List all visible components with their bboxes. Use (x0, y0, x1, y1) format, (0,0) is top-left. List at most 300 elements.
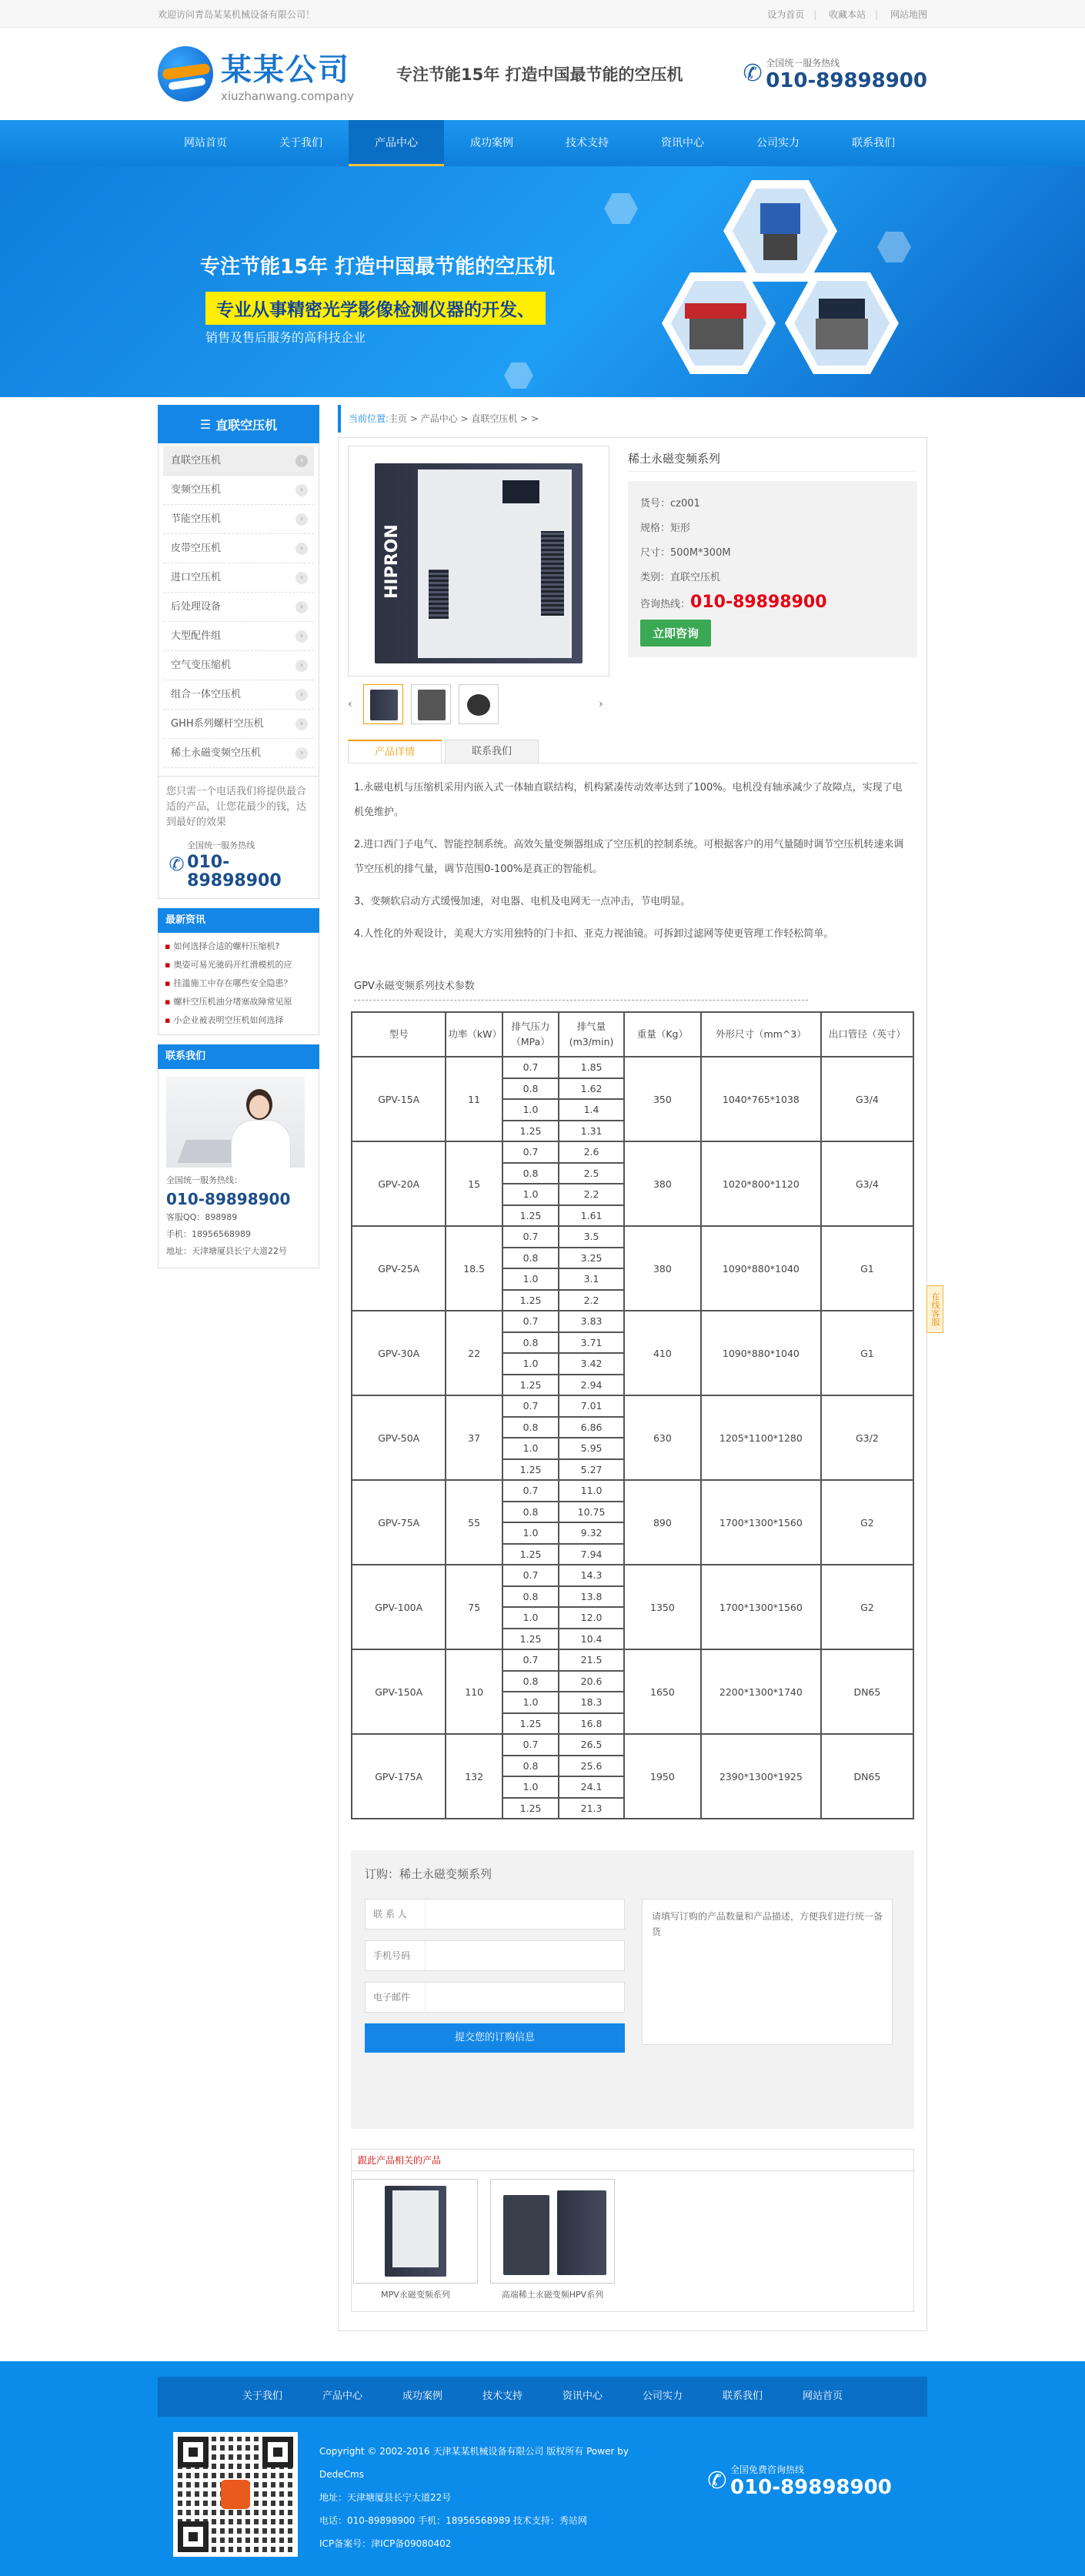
news-item[interactable]: ▪ 挂滥施工中存在哪些安全隐患？ (165, 974, 312, 993)
instrument-shape (760, 203, 800, 234)
product-gallery (348, 446, 617, 724)
table-cell: GPV-100A (352, 1565, 446, 1649)
sidebar-item-label: 后处理设备 (171, 601, 222, 613)
table-cell: GPV-50A (352, 1395, 446, 1480)
chevron-right-icon: › (295, 718, 308, 730)
table-cell: 0.8 (502, 1163, 559, 1184)
copyright: Copyright © 2002-2016 天津某某机械设备有限公司 版权所有 Power by DedeCms (319, 2446, 629, 2480)
contact-name-label: 联 系 人 (366, 1899, 426, 1929)
customer-service-photo (166, 1077, 305, 1168)
table-cell: 1.25 (502, 1459, 559, 1481)
chevron-right-icon: › (295, 543, 308, 555)
table-cell: 1.0 (502, 1099, 559, 1121)
instrument-image (662, 272, 776, 374)
chevron-right-icon: › (295, 660, 308, 672)
sidebar-item[interactable] (163, 622, 314, 651)
nav-item[interactable]: 成功案例 (470, 137, 513, 149)
sidebar-item[interactable] (163, 505, 314, 534)
table-cell: 2200*1300*1740 (701, 1649, 821, 1734)
table-row (352, 1565, 913, 1586)
phone-icon: ✆ (169, 854, 185, 875)
header-hotline (739, 56, 927, 92)
table-cell: 22 (446, 1311, 502, 1395)
nav-item[interactable]: 网站首页 (184, 137, 227, 149)
order-title: 订购：稀土永磁变频系列 (365, 1867, 492, 1881)
sidebar-title (158, 405, 319, 443)
footer-contact: 电话：010-89898900 手机：18956568989 技术支持：秀站网 (319, 2515, 587, 2526)
table-cell: 0.8 (502, 1671, 559, 1692)
sidebar-item[interactable] (163, 534, 314, 563)
related-item-image (490, 2179, 615, 2284)
hotline-label: 全国统一服务热线 (766, 57, 840, 68)
table-cell: 0.7 (502, 1226, 559, 1248)
table-cell: 1.0 (502, 1692, 559, 1713)
table-cell: 1.25 (502, 1798, 559, 1819)
table-cell: 12.0 (559, 1607, 624, 1629)
sidebar-hot-number: 010-89898900 (187, 853, 282, 890)
product-spec: 规格：矩形 (640, 523, 691, 534)
table-cell: 0.8 (502, 1417, 559, 1438)
table-cell: 18.5 (446, 1226, 502, 1311)
sidebar-item[interactable] (163, 680, 314, 710)
sidebar-item-label: 皮带空压机 (171, 543, 222, 554)
instrument-image (723, 180, 837, 282)
table-cell: 10.4 (559, 1629, 624, 1650)
category-list (158, 443, 319, 777)
tel-label: 咨询热线： (640, 599, 691, 610)
table-header: 排气量(m3/min) (559, 1012, 624, 1057)
footer-info (319, 2432, 673, 2555)
table-cell: 0.8 (502, 1756, 559, 1777)
product-info (617, 446, 917, 724)
table-cell: 26.5 (559, 1734, 624, 1756)
logo-domain: xiuzhanwang.company (221, 89, 355, 103)
top-links: 设为首页 | 收藏本站 | 网站地图 (767, 8, 927, 20)
product-main-image[interactable] (348, 446, 609, 677)
footer-nav (158, 2377, 927, 2417)
online-service-button[interactable]: 在线客服 (926, 1285, 943, 1333)
footer-nav-item[interactable]: 产品中心 (322, 2391, 362, 2402)
table-cell: 25.6 (559, 1756, 624, 1777)
table-cell: 15 (446, 1141, 502, 1226)
table-cell: 380 (624, 1141, 701, 1226)
chevron-right-icon: › (295, 572, 308, 584)
related-title: 跟此产品相关的产品 (352, 2150, 913, 2171)
table-cell: 5.95 (559, 1438, 624, 1459)
chevron-left-icon[interactable]: ‹ (348, 698, 352, 710)
logo-mark-icon (158, 46, 213, 102)
top-bar (0, 0, 1085, 28)
detail-tabs (348, 740, 917, 763)
table-cell: 14.3 (559, 1565, 624, 1586)
main-area (0, 397, 1085, 2331)
table-cell: G2 (821, 1480, 913, 1565)
table-cell: 13.8 (559, 1586, 624, 1608)
table-cell: 0.7 (502, 1734, 559, 1756)
table-cell: 0.8 (502, 1332, 559, 1354)
compressor-grill (429, 570, 449, 619)
table-header: 功率（kW） (446, 1012, 502, 1057)
brand-label: HIPRON (382, 524, 402, 600)
related-item[interactable] (490, 2179, 615, 2300)
hexagon-decoration (877, 232, 911, 262)
table-row (352, 1141, 913, 1163)
nav-item[interactable]: 技术支持 (566, 137, 609, 149)
table-row (352, 1395, 913, 1417)
spec-title: GPV永磁变频系列技术参数 (354, 981, 475, 992)
sidebar-item-label: GHH系列螺杆空压机 (171, 718, 264, 730)
table-cell: 1020*800*1120 (701, 1141, 821, 1226)
description-paragraph: 2.进口西门子电气、智能控制系统。高效矢量变频器组成了空压机的控制系统。可根据客户的用气量随时调节空压机转速来调节空压机的排气量，调节范围0-100%是真正的智能机。 (354, 839, 904, 875)
chevron-right-icon: › (295, 601, 308, 613)
table-cell: G1 (821, 1226, 913, 1311)
footer-nav-item[interactable]: 资讯中心 (562, 2391, 603, 2402)
table-cell: 16.8 (559, 1713, 624, 1735)
hexagon-decoration (504, 363, 533, 389)
table-cell: 1.25 (502, 1629, 559, 1650)
sidebar-title-text: 直联空压机 (215, 417, 278, 433)
related-products (351, 2149, 914, 2312)
header-slogan: 专注节能15年 打造中国最节能的空压机 (396, 65, 683, 84)
table-cell: GPV-15A (352, 1057, 446, 1141)
related-item-image (353, 2179, 478, 2284)
product-description (348, 763, 917, 947)
table-cell: 1.0 (502, 1438, 559, 1459)
table-cell: 3.42 (559, 1353, 624, 1375)
footer-nav-item[interactable]: 关于我们 (242, 2391, 282, 2402)
thumbnail[interactable] (459, 684, 499, 724)
related-item-label: 高端稀土永磁变频HPV系列 (501, 2290, 604, 2300)
control-screen (502, 480, 539, 503)
table-cell: 1.25 (502, 1544, 559, 1565)
chevron-right-icon: › (295, 747, 308, 760)
banner-title: 专注节能15年 打造中国最节能的空压机 (200, 256, 556, 279)
table-cell: 37 (446, 1395, 502, 1480)
order-description-textarea[interactable]: 请填写订购的产品数量和产品描述，方便我们进行统一备货 (642, 1899, 893, 2045)
table-cell: GPV-20A (352, 1141, 446, 1226)
instrument-image (785, 272, 899, 374)
table-cell: 0.7 (502, 1057, 559, 1078)
table-cell: 3.25 (559, 1248, 624, 1269)
table-cell: 1.62 (559, 1078, 624, 1100)
table-cell: 1650 (624, 1649, 701, 1734)
table-cell: 3.1 (559, 1268, 624, 1290)
footer-nav-item[interactable]: 网站首页 (802, 2391, 843, 2402)
table-cell: 18.3 (559, 1692, 624, 1713)
table-row (352, 1057, 913, 1078)
table-cell: G3/2 (821, 1395, 913, 1480)
news-title: 最新资讯 (158, 908, 319, 933)
table-cell: 1.0 (502, 1184, 559, 1205)
product-attributes (628, 481, 917, 657)
chevron-right-icon[interactable]: › (599, 698, 603, 710)
nav-item[interactable]: 公司实力 (756, 137, 800, 149)
table-cell: 132 (446, 1734, 502, 1819)
product-box (338, 437, 927, 2331)
consult-button[interactable]: 立即咨询 (640, 620, 711, 647)
table-row (352, 1226, 913, 1248)
sidebar-item[interactable] (163, 710, 314, 739)
thumbnail[interactable] (411, 684, 451, 724)
phone-label: 手机号码 (366, 1941, 426, 1970)
table-row (352, 1649, 913, 1671)
contact-qq: 客服QQ：898989 (166, 1212, 238, 1222)
contact-name-field[interactable] (365, 1899, 625, 1929)
icp-number[interactable]: ICP备案号：津ICP备09080402 (319, 2538, 452, 2549)
nav-item[interactable]: 联系我们 (852, 137, 895, 149)
table-cell: 3.5 (559, 1226, 624, 1248)
footer-nav-item[interactable]: 技术支持 (482, 2391, 522, 2402)
instrument-shape (685, 303, 746, 319)
table-cell: 1950 (624, 1734, 701, 1819)
table-cell: 20.6 (559, 1671, 624, 1692)
description-paragraph: 3、变频软启动方式缓慢加速，对电器、电机及电网无一点冲击，节电明显。 (354, 896, 691, 907)
list-icon: ☰ (199, 416, 212, 432)
footer-nav-item[interactable]: 成功案例 (402, 2391, 442, 2402)
sidebar-item-label: 大型配件组 (171, 630, 222, 642)
product-size: 尺寸：500M*300M (640, 547, 731, 559)
instrument-shape (816, 319, 868, 349)
instrument-shape (689, 319, 743, 349)
table-cell: 1.0 (502, 1353, 559, 1375)
table-cell: 2.2 (559, 1290, 624, 1311)
hexagon-decoration (604, 193, 638, 224)
sidebar-item[interactable] (163, 476, 314, 505)
sidebar-item-label: 进口空压机 (171, 572, 222, 583)
table-cell: 1090*880*1040 (701, 1226, 821, 1311)
phone-icon: ✆ (707, 2467, 727, 2494)
instrument-shape (763, 234, 797, 260)
table-cell: 11.0 (559, 1480, 624, 1502)
table-cell: 1350 (624, 1565, 701, 1649)
table-cell: 21.3 (559, 1798, 624, 1819)
nav-item[interactable]: 资讯中心 (661, 137, 704, 149)
table-cell: 0.7 (502, 1480, 559, 1502)
phone-icon: ✆ (743, 60, 763, 87)
sidebar-item-label: 组合一体空压机 (171, 689, 242, 700)
product-category: 类别：直联空压机 (640, 572, 721, 583)
table-cell: 410 (624, 1311, 701, 1395)
table-cell: 1.31 (559, 1121, 624, 1142)
table-cell: 1.4 (559, 1099, 624, 1121)
table-cell: G3/4 (821, 1057, 913, 1141)
news-item[interactable]: ▪ 小企业被表明空压机如何选择 (165, 1011, 312, 1030)
spec-table (351, 1011, 914, 1819)
table-cell: 0.7 (502, 1141, 559, 1163)
table-row (352, 1311, 913, 1332)
table-cell: 1.25 (502, 1713, 559, 1735)
tab-contact-us[interactable]: 联系我们 (445, 740, 539, 763)
contact-title: 联系我们 (158, 1044, 319, 1069)
table-cell: 21.5 (559, 1649, 624, 1671)
table-cell: 0.8 (502, 1248, 559, 1269)
table-cell: 0.7 (502, 1311, 559, 1332)
divider (354, 1000, 808, 1001)
email-field[interactable] (365, 1982, 625, 2013)
set-home-link[interactable]: 设为首页 (767, 8, 805, 20)
table-cell: 0.7 (502, 1649, 559, 1671)
table-cell: 1.25 (502, 1205, 559, 1227)
table-header: 排气压力（MPa） (502, 1012, 559, 1057)
sidebar (158, 405, 319, 2331)
description-paragraph: 1.永磁电机与压缩机采用内嵌入式一体轴直联结构，机构紧凑传动效率达到了100%。电机没有轴承减少了故障点，实现了电机免维护。 (354, 782, 903, 818)
table-cell: DN65 (821, 1649, 913, 1734)
footer-hotline (704, 2432, 892, 2499)
table-cell: 5.27 (559, 1459, 624, 1481)
breadcrumb (338, 405, 927, 433)
contact-hot-label: 全国统一服务热线： (166, 1175, 242, 1185)
table-cell: 1090*880*1040 (701, 1311, 821, 1395)
breadcrumb-path[interactable]: 主页 > 产品中心 > 直联空压机 > > (389, 413, 539, 424)
contact-hot-number: 010-89898900 (166, 1190, 291, 1208)
sidebar-item[interactable] (163, 739, 314, 768)
table-cell: 2.6 (559, 1141, 624, 1163)
news-item[interactable]: ▪ 奥姿可易光驰码开红滑模机的应 (165, 956, 312, 974)
nav-item[interactable]: 关于我们 (279, 137, 322, 149)
banner (0, 166, 1085, 397)
nav-item[interactable]: 产品中心 (349, 120, 444, 166)
table-row (352, 1734, 913, 1756)
table-cell: 1.25 (502, 1121, 559, 1142)
table-cell: 10.75 (559, 1502, 624, 1523)
table-cell: 7.01 (559, 1395, 624, 1417)
hotline-number: 010-89898900 (766, 68, 927, 92)
banner-subtitle: 销售及售后服务的高科技企业 (205, 330, 366, 345)
phone-field[interactable] (365, 1940, 625, 1971)
table-cell: G2 (821, 1565, 913, 1649)
table-cell: GPV-175A (352, 1734, 446, 1819)
sitemap-link[interactable]: 网站地图 (890, 8, 927, 20)
content (338, 405, 927, 2331)
footer (0, 2361, 1085, 2576)
logo-name: 某某公司 (221, 52, 350, 88)
table-cell: 1205*1100*1280 (701, 1395, 821, 1480)
sidebar-item-label: 节能空压机 (171, 513, 222, 525)
welcome-text: 欢迎访问青岛某某机械设备有限公司！ (158, 8, 315, 20)
instrument-shape (819, 299, 865, 319)
footer-address: 地址：天津塘厦县长宁大道22号 (319, 2492, 452, 2503)
contact-box (158, 1069, 319, 1268)
table-cell: 0.7 (502, 1395, 559, 1417)
sidebar-contact (158, 777, 319, 899)
table-cell: 2.94 (559, 1375, 624, 1396)
table-cell: 1.0 (502, 1522, 559, 1544)
table-cell: 2390*1300*1925 (701, 1734, 821, 1819)
breadcrumb-label: 当前位置: (349, 413, 389, 424)
news-item[interactable]: ▪ 螺杆空压机油分堵塞故障常见原 (165, 993, 312, 1011)
compressor-grill (541, 531, 564, 616)
table-cell: 24.1 (559, 1776, 624, 1798)
table-cell: 0.7 (502, 1565, 559, 1586)
related-item[interactable] (353, 2179, 478, 2300)
product-sku: 货号：cz001 (640, 498, 700, 510)
table-cell: 1700*1300*1560 (701, 1480, 821, 1565)
header (0, 28, 1085, 120)
order-form (351, 1850, 914, 2129)
table-cell: G1 (821, 1311, 913, 1395)
footer-nav-item[interactable]: 联系我们 (722, 2391, 763, 2402)
table-cell: 9.32 (559, 1522, 624, 1544)
footer-hot-label: 全国免费咨询热线 (730, 2464, 805, 2475)
sidebar-item[interactable] (163, 446, 314, 476)
thumbnail[interactable] (363, 684, 403, 724)
table-cell: 1.25 (502, 1375, 559, 1396)
qr-code-icon (173, 2432, 298, 2557)
thumbnail-strip (348, 684, 617, 724)
sidebar-item[interactable] (163, 651, 314, 680)
chevron-right-icon: › (295, 484, 308, 496)
sidebar-item-label: 直联空压机 (171, 455, 222, 466)
table-cell: 3.71 (559, 1332, 624, 1354)
table-cell: 0.8 (502, 1502, 559, 1523)
product-name: 稀土永磁变频系列 (628, 446, 917, 472)
contact-mobile: 手机：18956568989 (166, 1229, 251, 1239)
footer-hot-number: 010-89898900 (730, 2476, 892, 2499)
submit-order-button[interactable]: 提交您的订购信息 (365, 2023, 625, 2053)
news-list (158, 933, 319, 1035)
tab-product-details[interactable]: 产品详情 (348, 740, 442, 763)
table-cell: 350 (624, 1057, 701, 1141)
table-cell: 1.85 (559, 1057, 624, 1078)
table-cell: 75 (446, 1565, 502, 1649)
table-cell: 3.83 (559, 1311, 624, 1332)
banner-highlight: 专业从事精密光学影像检测仪器的开发、 (205, 292, 546, 325)
tel-number: 010-89898900 (690, 593, 827, 612)
footer-nav-item[interactable]: 公司实力 (642, 2391, 683, 2402)
table-cell: GPV-75A (352, 1480, 446, 1565)
table-cell: 1.25 (502, 1290, 559, 1311)
description-paragraph: 4.人性化的外观设计，美观大方实用独特的门卡扣、亚克力视油镜。可拆卸过滤网等使更管理工作轻松简单。 (354, 928, 834, 940)
table-header: 重量（Kg） (624, 1012, 701, 1057)
sidebar-item[interactable] (163, 593, 314, 622)
chevron-right-icon: › (295, 455, 308, 467)
table-cell: GPV-30A (352, 1311, 446, 1395)
sidebar-hot-label: 全国统一服务热线 (187, 840, 255, 850)
table-cell: 0.8 (502, 1586, 559, 1608)
sidebar-item-label: 变频空压机 (171, 484, 222, 496)
table-cell: 1.0 (502, 1776, 559, 1798)
table-cell: 2.5 (559, 1163, 624, 1184)
table-cell: 1.61 (559, 1205, 624, 1227)
table-cell: 11 (446, 1057, 502, 1141)
table-cell: 6.86 (559, 1417, 624, 1438)
logo[interactable] (158, 45, 389, 103)
main-nav (0, 120, 1085, 166)
table-header: 外形尺寸（mm^3） (701, 1012, 821, 1057)
sidebar-item-label: 空气变压缩机 (171, 660, 232, 671)
table-cell: GPV-25A (352, 1226, 446, 1311)
sidebar-item[interactable] (163, 563, 314, 593)
table-cell: 1.0 (502, 1607, 559, 1629)
table-cell: 1.0 (502, 1268, 559, 1290)
related-item-label: MPV永磁变频系列 (381, 2290, 450, 2300)
table-cell: 55 (446, 1480, 502, 1565)
table-cell: 380 (624, 1226, 701, 1311)
table-cell: 110 (446, 1649, 502, 1734)
contact-address: 地址：天津塘厦县长宁大道22号 (166, 1246, 287, 1256)
table-cell: 630 (624, 1395, 701, 1480)
email-label: 电子邮件 (366, 1983, 426, 2012)
news-item[interactable]: ▪ 如何选择合适的螺杆压缩机? (165, 937, 312, 956)
table-row (352, 1480, 913, 1502)
bookmark-link[interactable]: 收藏本站 (829, 8, 866, 20)
sidebar-contact-text: 您只需一个电话我们将提供最合适的产品，让您花最少的钱，达到最好的效果 (166, 786, 307, 828)
table-cell: 2.2 (559, 1184, 624, 1205)
table-header: 型号 (352, 1012, 446, 1057)
chevron-right-icon: › (295, 630, 308, 643)
table-cell: GPV-150A (352, 1649, 446, 1734)
table-cell: 1040*765*1038 (701, 1057, 821, 1141)
